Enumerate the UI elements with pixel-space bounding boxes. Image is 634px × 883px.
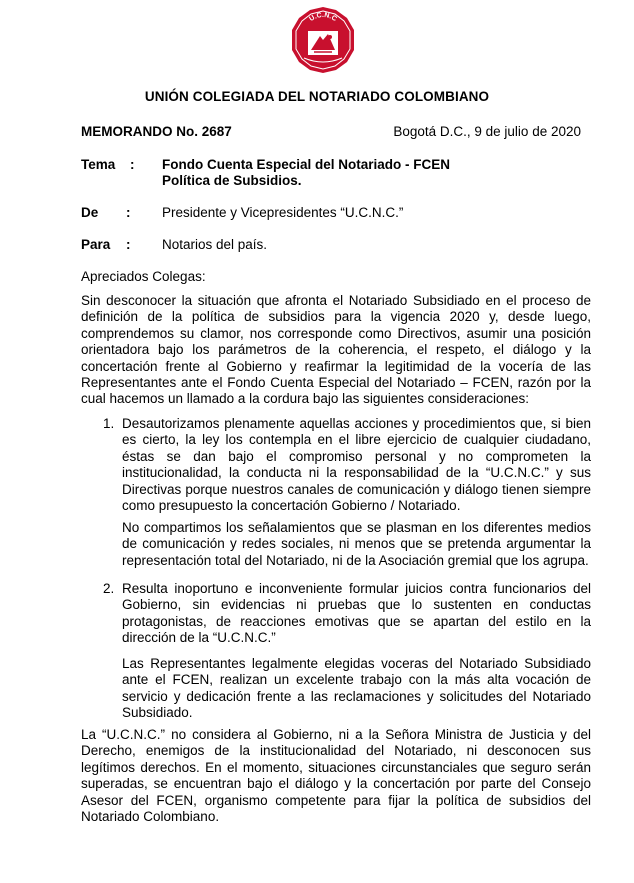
organization-name: UNIÓN COLEGIADA DEL NOTARIADO COLOMBIANO [144,89,490,104]
item-1-paragraph-1: Desautorizamos plenamente aquellas acciones y procedimientos que, si bien es cierto, la ley los contempla en el libre ejercicio de cualquier ciudadano, éstas se dan bajo el compromiso personal y no comprometen la institucionalidad, la conducta ni la responsabilidad de la “U.C.N.C.” y sus Directivas porque nuestros canales de comunicación y diálogo tienen siempre como presupuesto la concertación Gobierno / Notariado. [122,416,591,514]
tema-colon: : [130,157,135,172]
de-colon: : [126,205,131,220]
de-value: Presidente y Vicepresidentes “U.C.N.C.” [162,205,404,220]
memo-number: MEMORANDO No. 2687 [81,124,232,139]
greeting: Apreciados Colegas: [81,269,206,284]
item-2-paragraph-1: Resulta inoportuno e inconveniente formular juicios contra funcionarios del Gobierno, sin evidencias ni pruebas que lo sustenten en conductas protagonistas, de reacciones emotivas que se apartan del estilo en la dirección de la “U.C.N.C.” [122,581,591,646]
tema-line-2: Política de Subsidios. [162,173,302,188]
item-1-paragraph-2: No compartimos los señalamientos que se plasman en los diferentes medios de comunicación y redes sociales, ni menos que se pretenda argumentar la representación total del Notariado, ni de la Asociación gremial que los agrupa. [122,520,591,568]
closing-paragraph: La “U.C.N.C.” no considera al Gobierno, ni a la Señora Ministra de Justicia y del Derecho, enemigos de la institucionalidad del Notariado, ni desconocen sus legítimos derechos. En el momento, situaciones circunstanciales que seguro serán superadas, se encuentran bajo el diálogo y la concertación por parte del Consejo Asesor del FCEN, organismo competente para fijar la política de subsidios del Notariado Colombiano. [81,727,591,825]
de-label: De [81,205,99,220]
intro-paragraph: Sin desconocer la situación que afronta el Notariado Subsidiado en el proceso de definición de la política de subsidios para la vigencia 2020 y, desde luego, comprendemos su clamor, nos corresponde como Directivos, asumir una posición orientadora bajo los parámetros de la coherencia, el respeto, el diálogo y la concertación frente al Gobierno y reafirmar la legitimidad de la vocería de las Representantes ante el Fondo Cuenta Especial del Notariado – FCEN, razón por la cual hacemos un llamado a la cordura bajo las siguientes consideraciones: [81,293,591,407]
item-2-number: 2. [103,581,115,596]
item-1-number: 1. [103,416,115,431]
para-value: Notarios del país. [162,237,268,252]
memo-date: Bogotá D.C., 9 de julio de 2020 [393,124,581,139]
svg-text:U.C.N.C: U.C.N.C [308,12,338,23]
para-label: Para [81,237,111,252]
tema-line-1: Fondo Cuenta Especial del Notariado - FCEN [162,157,451,172]
item-2-paragraph-2: Las Representantes legalmente elegidas voceras del Notariado Subsidiado ante el FCEN, realizan un excelente trabajo con la más alta vocación de servicio y dedicación frente a las reclamaciones y solicitudes del Notariado Subsidiado. [122,656,591,721]
tema-label: Tema [81,157,116,172]
ucnc-seal-logo [290,6,356,74]
para-colon: : [126,237,131,252]
